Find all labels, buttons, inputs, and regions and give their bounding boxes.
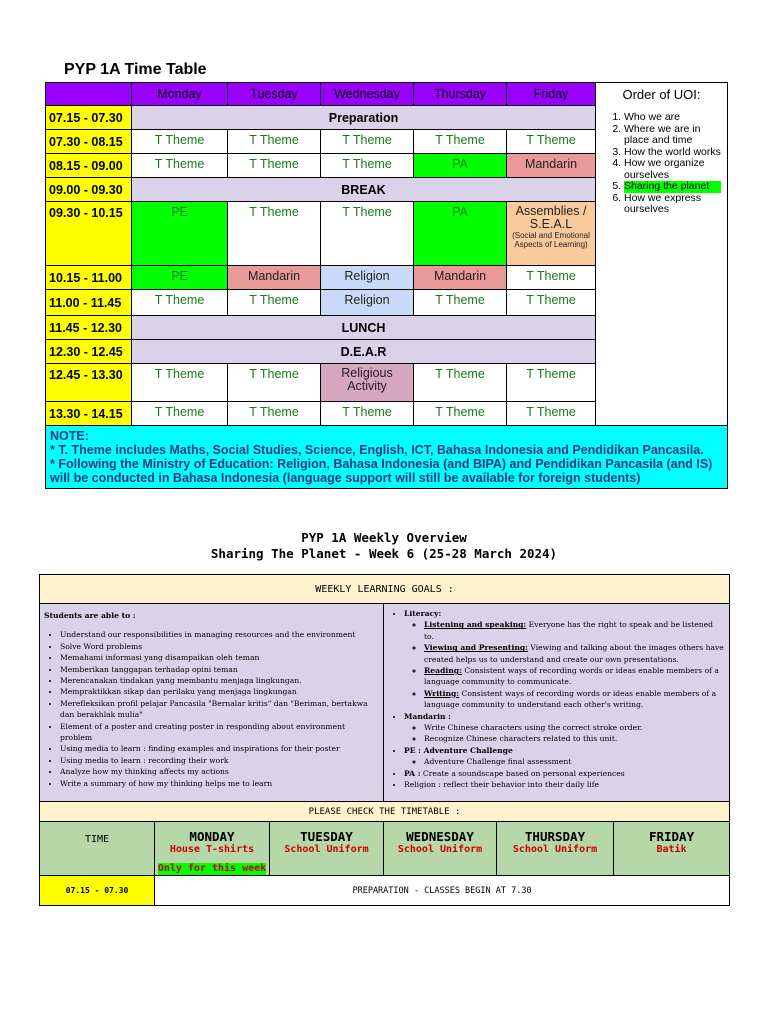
- weekly-title-line: PYP 1A Weekly Overview: [301, 530, 467, 545]
- note-line: * T. Theme includes Maths, Social Studies, Science, English, ICT, Bahasa Indonesia and Pendidikan Pancasila.: [50, 443, 704, 457]
- lesson-cell: Religious Activity: [321, 364, 414, 402]
- uniform-label: School Uniform: [512, 844, 598, 855]
- time-slot: 09.00 - 09.30: [46, 178, 132, 202]
- goals-intro: Students are able to :: [44, 611, 136, 620]
- goal-item: • Merencanakan tindakan yang membantu menjaga lingkungan.: [60, 675, 379, 686]
- note-label: NOTE:: [50, 429, 89, 443]
- lesson-cell: T Theme: [507, 402, 596, 426]
- lesson-cell-assemblies: [507, 202, 596, 266]
- check-timetable-header: PLEASE CHECK THE TIMETABLE :: [40, 802, 730, 822]
- uoi-item: 4. How we organize ourselves: [624, 158, 721, 181]
- weekly-overview: [39, 574, 730, 906]
- lesson-cell: T Theme: [228, 290, 321, 316]
- weekly-day-monday: [155, 822, 270, 876]
- goal-item: • Memberikan tanggapan terhadap opini teman: [60, 664, 379, 675]
- timetable-title: PYP 1A Time Table: [64, 61, 207, 78]
- day-header-friday: Friday: [507, 83, 596, 106]
- literacy-item-head: Writing:: [424, 688, 460, 698]
- lesson-cell: Mandarin: [507, 154, 596, 178]
- uniform-label: House T-shirts: [169, 844, 255, 855]
- time-column-header: TIME: [40, 822, 155, 876]
- literacy-item-text: Consistent ways of recording words or ideas enable members of a language community to communicate.: [424, 666, 719, 687]
- weekly-preparation-row: PREPARATION - CLASSES BEGIN AT 7.30: [155, 876, 730, 906]
- day-name: TUESDAY: [300, 829, 353, 844]
- lesson-cell: T Theme: [228, 402, 321, 426]
- time-slot: 10.15 - 11.00: [46, 266, 132, 290]
- uoi-item: 6. How we express ourselves: [624, 193, 721, 216]
- lesson-cell: T Theme: [132, 402, 228, 426]
- goal-item: • Memahami informasi yang disampaikan oleh teman: [60, 652, 379, 663]
- day-name: FRIDAY: [648, 829, 695, 844]
- seal-note: (Social and Emotional Aspects of Learning): [512, 231, 590, 249]
- uoi-item-current: 5. Sharing the planet: [624, 181, 721, 193]
- goals-left: [40, 604, 384, 802]
- lesson-cell: PE: [132, 266, 228, 290]
- goals-right: [384, 604, 730, 802]
- goals-header: WEEKLY LEARNING GOALS :: [40, 575, 730, 604]
- literacy-item-head: Reading:: [424, 666, 462, 676]
- lesson-cell: PA: [414, 202, 507, 266]
- literacy-list: [404, 619, 725, 710]
- break-row: BREAK: [132, 178, 596, 202]
- lunch-row: LUNCH: [132, 316, 596, 340]
- time-slot: 08.15 - 09.00: [46, 154, 132, 178]
- time-slot: 13.30 - 14.15: [46, 402, 132, 426]
- goal-item: • Using media to learn : finding examples and inspirations for their poster: [60, 743, 379, 754]
- goal-item: • Merefleksikan profil pelajar Pancasila "Bernalar kritis" dan "Beriman, bertakwa dan berakhlak mulia": [60, 698, 379, 721]
- mandarin-item: ◦ Write Chinese characters using the correct stroke order.: [424, 722, 725, 733]
- lesson-cell: T Theme: [228, 364, 321, 402]
- lesson-cell: T Theme: [228, 202, 321, 266]
- goal-item: • Understand our responsibilities in managing resources and the environment: [60, 629, 379, 640]
- day-name: MONDAY: [189, 829, 235, 844]
- goal-item: • Solve Word problems: [60, 641, 379, 652]
- literacy-item: [424, 665, 725, 688]
- goals-right-list: [388, 608, 725, 791]
- time-slot: 09.30 - 10.15: [46, 202, 132, 266]
- time-slot: 07.30 - 08.15: [46, 130, 132, 154]
- note-line: * Following the Ministry of Education: Religion, Bahasa Indonesia (and BIPA) and Pendidikan Pancasila (and IS) will be conducted in Bahasa Indonesia (language support will still be available for foreign students): [50, 457, 713, 485]
- lesson-cell: Religion: [321, 266, 414, 290]
- time-slot: 11.45 - 12.30: [46, 316, 132, 340]
- lesson-cell: T Theme: [414, 290, 507, 316]
- goal-item: • Write a summary of how my thinking helps me to learn: [60, 778, 379, 789]
- pe-label: PE : Adventure Challenge: [404, 745, 513, 755]
- lesson-cell: T Theme: [228, 154, 321, 178]
- weekly-day-friday: [614, 822, 730, 876]
- pe-item: ◦ Adventure Challenge final assessment: [424, 756, 725, 767]
- weekly-overview-title: [0, 530, 768, 562]
- day-header-tuesday: Tuesday: [228, 83, 321, 106]
- goal-item: • Analyze how my thinking affects my actions: [60, 766, 379, 777]
- literacy-item: [424, 688, 725, 711]
- pa-label: PA :: [404, 768, 421, 778]
- assemblies-label: Assemblies / S.E.A.L: [515, 204, 587, 231]
- goals-left-list: [44, 629, 379, 789]
- mandarin-label: Mandarin :: [404, 711, 451, 721]
- literacy-item-head: Listening and speaking:: [424, 620, 527, 630]
- lesson-cell: T Theme: [132, 364, 228, 402]
- uoi-item: 3. How the world works: [624, 147, 721, 159]
- literacy-item-text: Viewing and talking about the images others have created helps us to understand and create our own presentations.: [424, 643, 724, 664]
- literacy-goals: [404, 608, 725, 711]
- lesson-cell: T Theme: [132, 130, 228, 154]
- literacy-item-text: Consistent ways of recording words or ideas enable members of a language community to understand each other's writing.: [424, 688, 717, 710]
- lesson-cell: T Theme: [507, 290, 596, 316]
- lesson-cell: T Theme: [132, 154, 228, 178]
- pe-list: [404, 756, 725, 767]
- time-slot: 11.00 - 11.45: [46, 290, 132, 316]
- goal-item: • Using media to learn : recording their work: [60, 755, 379, 766]
- day-header-monday: Monday: [132, 83, 228, 106]
- day-name: THURSDAY: [524, 829, 586, 844]
- mandarin-goals: [404, 711, 725, 745]
- time-slot: 07.15 - 07.30: [46, 106, 132, 130]
- lesson-cell: T Theme: [132, 290, 228, 316]
- lesson-cell: T Theme: [507, 266, 596, 290]
- lesson-cell: Mandarin: [228, 266, 321, 290]
- literacy-item: [424, 642, 725, 665]
- time-slot: 12.30 - 12.45: [46, 340, 132, 364]
- weekly-day-tuesday: [270, 822, 384, 876]
- timetable-note: [46, 426, 728, 489]
- literacy-item-text: Everyone has the right to speak and be listened to.: [424, 620, 713, 641]
- weekly-day-wednesday: [384, 822, 497, 876]
- lesson-cell: T Theme: [321, 154, 414, 178]
- timetable-corner: [46, 83, 132, 106]
- uoi-item: 1. Who we are: [624, 112, 721, 124]
- lesson-cell: T Theme: [321, 130, 414, 154]
- uoi-panel: [596, 83, 728, 426]
- religion-goals: • Religion : reflect their behavior into their daily life: [404, 779, 725, 790]
- pe-goals: [404, 745, 725, 768]
- uoi-list: [602, 112, 721, 216]
- pa-goals: [404, 768, 725, 779]
- goal-item: • Mempraktikkan sikap dan perilaku yang menjaga lingkungan: [60, 686, 379, 697]
- weekly-time-slot: 07.15 - 07.30: [40, 876, 155, 906]
- timetable: [45, 82, 728, 489]
- lesson-cell: T Theme: [507, 130, 596, 154]
- lesson-cell: T Theme: [228, 130, 321, 154]
- lesson-cell: PE: [132, 202, 228, 266]
- uniform-label: School Uniform: [397, 844, 483, 855]
- preparation-row: Preparation: [132, 106, 596, 130]
- literacy-item-head: Viewing and Presenting:: [424, 643, 528, 653]
- goal-item: • Element of a poster and creating poster in responding about environment problem: [60, 721, 379, 744]
- lesson-cell: T Theme: [414, 364, 507, 402]
- day-header-thursday: Thursday: [414, 83, 507, 106]
- lesson-cell: T Theme: [507, 364, 596, 402]
- lesson-cell: Religion: [321, 290, 414, 316]
- lesson-cell: T Theme: [321, 202, 414, 266]
- weekly-subtitle-line: Sharing The Planet - Week 6 (25-28 March 2024): [210, 546, 558, 561]
- pa-text: Create a soundscape based on personal experiences: [420, 768, 625, 778]
- literacy-item: [424, 619, 725, 642]
- uniform-note: Only for this week: [157, 863, 267, 874]
- weekly-day-thursday: [497, 822, 614, 876]
- uniform-label: Batik: [656, 844, 687, 855]
- time-slot: 12.45 - 13.30: [46, 364, 132, 402]
- dear-row: D.E.A.R: [132, 340, 596, 364]
- uniform-label: School Uniform: [284, 844, 369, 855]
- lesson-cell: PA: [414, 154, 507, 178]
- uoi-title: Order of UOI:: [622, 87, 701, 102]
- day-header-wednesday: Wednesday: [321, 83, 414, 106]
- lesson-cell: T Theme: [414, 402, 507, 426]
- day-name: WEDNESDAY: [406, 829, 474, 844]
- lesson-cell: T Theme: [321, 402, 414, 426]
- lesson-cell: Mandarin: [414, 266, 507, 290]
- mandarin-list: [404, 722, 725, 745]
- literacy-label: Literacy:: [404, 609, 442, 618]
- mandarin-item: ◦ Recognize Chinese characters related to this unit.: [424, 733, 725, 744]
- uoi-item: 2. Where we are in place and time: [624, 124, 721, 147]
- lesson-cell: T Theme: [414, 130, 507, 154]
